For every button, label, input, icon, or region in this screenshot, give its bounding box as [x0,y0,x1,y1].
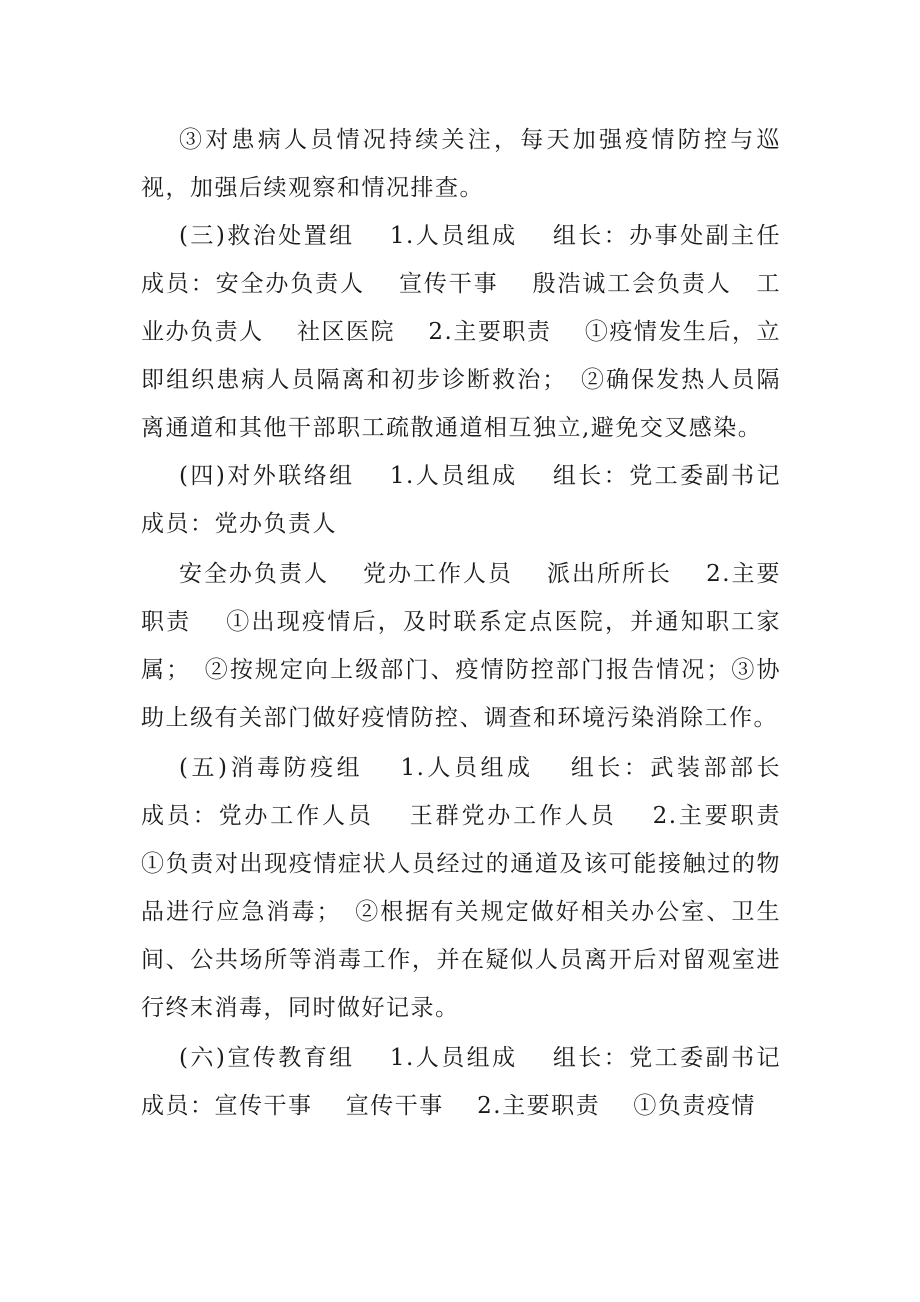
paragraph-liaison-duties: 安全办负责人 党办工作人员 派出所所长 2.主要职责 ①出现疫情后，及时联系定点医院，并通知职工家属； ②按规定向上级部门、疫情防控部门报告情况；③协助上级有关部门做好疫情防控、调查和环境污染消除工作。 [141,561,781,731]
paragraph-liaison-group: (四)对外联络组 1.人员组成 组长：党工委副书记 成员：党办负责人 [141,463,806,537]
paragraph-patient-monitoring: ③对患病人员情况持续关注，每天加强疫情防控与巡视，加强后续观察和情况排查。 [141,127,781,201]
document-page [141,116,806,1130]
paragraph-disinfection-group: (五)消毒防疫组 1.人员组成 组长：武装部部长 成员：党办工作人员 王群党办工作人员 2.主要职责 ①负责对出现疫情症状人员经过的通道及该可能接触过的物品进行应急消毒； ②根据有关规定做好相关办公室、卫生间、公共场所等消毒工作，并在疑似人员离开后对留观室进行终末消毒，同时做好记录。 [141,755,806,1021]
paragraph-treatment-group: (三)救治处置组 1.人员组成 组长：办事处副主任 成员：安全办负责人 宣传干事 殷浩诚工会负责人 工业办负责人 社区医院 2.主要职责 ①疫情发生后，立即组织患病人员隔离和初步诊断救治； ②确保发热人员隔离通道和其他干部职工疏散通道相互独立,避免交叉感染。 [141,223,806,441]
paragraph-education-group: (六)宣传教育组 1.人员组成 组长：党工委副书记 成员：宣传干事 宣传干事 2.主要职责 ①负责疫情 [141,1045,806,1119]
